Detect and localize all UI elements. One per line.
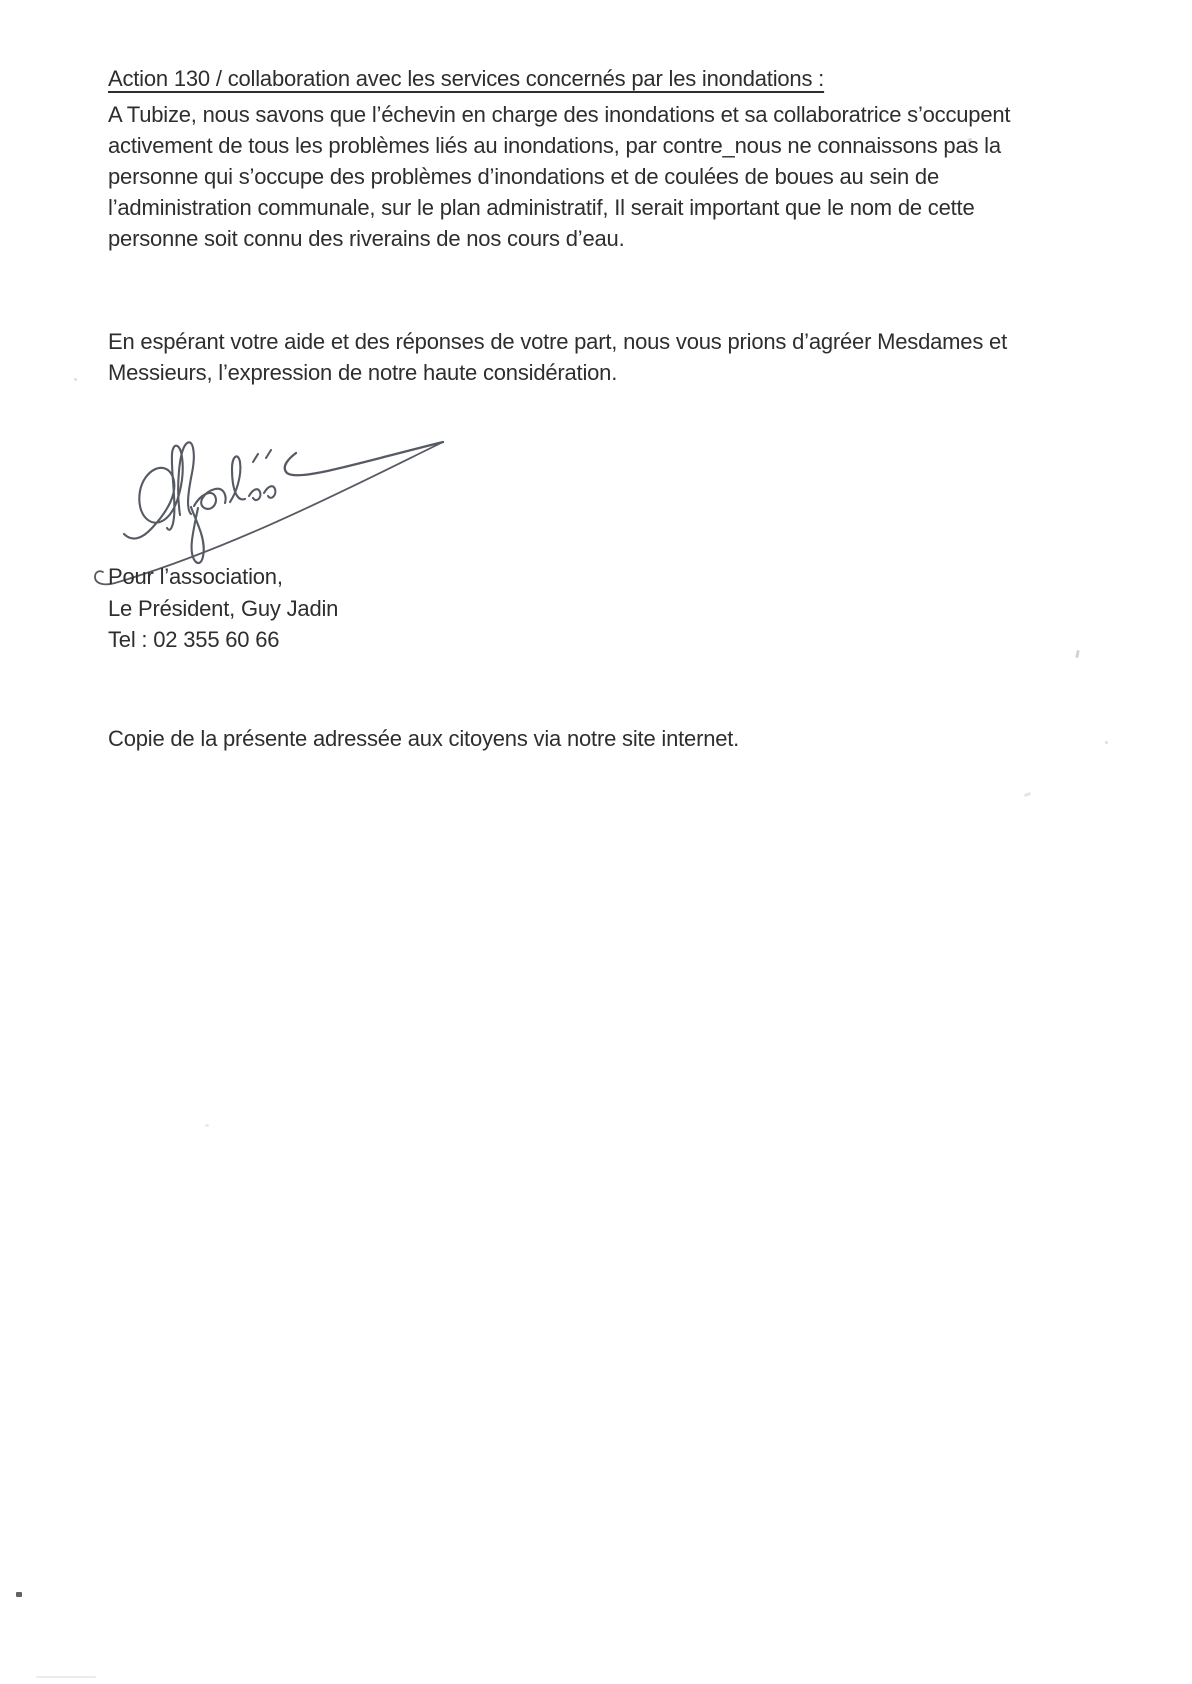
president-line: Le Président, Guy Jadin [108, 595, 339, 621]
scan-artifact [36, 1676, 96, 1678]
copy-note: Copie de la présente adressée aux citoyens via notre site internet. [108, 726, 740, 751]
paragraph-line: activement de tous les problèmes liés au inondations, par contre_nous ne connaissons pas la [108, 133, 1001, 158]
section-heading: Action 130 / collaboration avec les services concernés par les inondations : [108, 66, 825, 91]
closing-paragraph [108, 326, 1007, 388]
paragraph-line: En espérant votre aide et des réponses de votre part, nous vous prions d’agréer Mesdames et [108, 329, 1007, 354]
signature-block [108, 561, 338, 656]
paragraph-line: A Tubize, nous savons que l’échevin en charge des inondations et sa collaboratrice s’occupent [108, 102, 1011, 127]
paragraph-line: personne soit connu des riverains de nos cours d’eau. [108, 226, 625, 251]
scan-artifact [1105, 741, 1108, 744]
scan-artifact [74, 378, 77, 381]
association-line: Pour l’association, [108, 564, 283, 589]
paragraph-line: Messieurs, l’expression de notre haute considération. [108, 360, 618, 385]
paragraph-line: personne qui s’occupe des problèmes d’inondations et de coulées de boues au sein de [108, 164, 939, 189]
paragraph-line: l’administration communale, sur le plan administratif, Il serait important que le nom de cette [108, 195, 975, 220]
scan-artifact [968, 138, 972, 142]
body-paragraph [108, 99, 1010, 254]
scan-artifact [16, 1592, 22, 1597]
scan-artifact [205, 1124, 209, 1127]
scan-artifact [1024, 792, 1032, 797]
scan-artifact [1075, 650, 1080, 658]
phone-line: Tel : 02 355 60 66 [108, 627, 280, 652]
